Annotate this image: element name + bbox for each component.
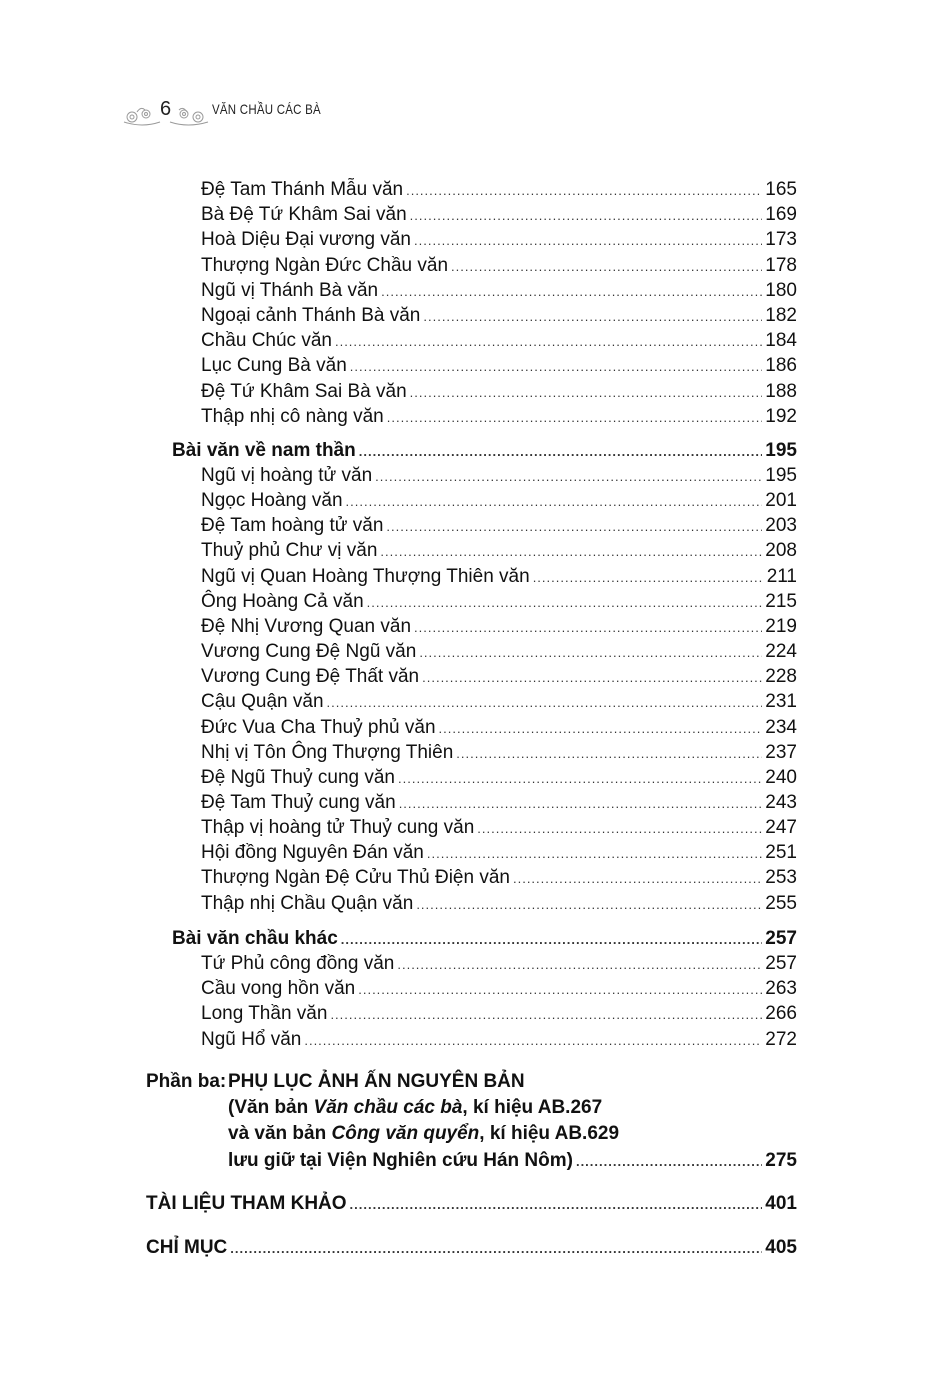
dot-leader	[399, 791, 763, 816]
toc-entry	[201, 514, 797, 539]
entry-page-number: 251	[765, 842, 797, 864]
entry-page-number: 234	[765, 716, 797, 738]
entry-page-number: 275	[765, 1150, 797, 1171]
dot-leader	[335, 329, 762, 354]
entry-page-number: 263	[765, 978, 797, 1000]
italic-title: Công văn quyển	[331, 1123, 480, 1144]
toc-section-heading	[172, 439, 797, 464]
entry-page-number: 173	[765, 229, 797, 251]
entry-title: Cậu Quận văn	[201, 691, 324, 713]
toc-entry	[201, 254, 797, 279]
dot-leader	[576, 1149, 762, 1174]
toc-index-entry	[146, 1236, 797, 1261]
entry-page-number: 247	[765, 817, 797, 839]
dot-leader	[350, 354, 763, 379]
dot-leader	[367, 590, 763, 615]
entry-page-number: 219	[765, 615, 797, 637]
text-segment: (Văn bản	[228, 1097, 314, 1118]
toc-entry	[201, 816, 797, 841]
entry-title: Ngoại cảnh Thánh Bà văn	[201, 305, 421, 326]
toc-entry	[201, 304, 797, 329]
toc-entry	[201, 952, 797, 977]
part-description-line	[228, 1096, 602, 1120]
entry-page-number: 186	[765, 355, 797, 377]
dot-leader	[346, 489, 763, 514]
entry-title: Ngũ vị Quan Hoàng Thượng Thiên văn	[201, 565, 530, 587]
dot-leader	[380, 539, 762, 564]
dot-leader	[375, 464, 762, 489]
toc-entry	[201, 279, 797, 304]
dot-leader	[414, 615, 762, 640]
dot-leader	[386, 514, 762, 539]
dot-leader	[451, 254, 762, 279]
toc-entry	[201, 766, 797, 791]
entry-page-number: 272	[765, 1028, 797, 1050]
toc-entry	[201, 640, 797, 665]
dot-leader	[398, 766, 762, 791]
part-label	[146, 1070, 226, 1094]
toc-entry	[201, 977, 797, 1002]
toc-entry	[201, 405, 797, 430]
dot-leader	[406, 178, 762, 203]
toc-entry	[201, 590, 797, 615]
dot-leader	[419, 640, 762, 665]
dot-leader	[422, 665, 762, 690]
entry-page-number: 192	[765, 405, 797, 427]
toc-entry	[201, 354, 797, 379]
toc-entry	[201, 380, 797, 405]
entry-title: Đệ Ngũ Thuỷ cung văn	[201, 766, 395, 788]
entry-page-number: 243	[765, 791, 797, 813]
page-number: 6	[160, 98, 172, 120]
entry-title: Hội đồng Nguyên Đán văn	[201, 842, 424, 864]
toc-section-heading	[172, 927, 797, 952]
entry-page-number: 405	[765, 1237, 797, 1258]
text-segment: Phần ba:	[146, 1071, 227, 1092]
entry-title: lưu giữ tại Viện Nghiên cứu Hán Nôm)	[228, 1150, 573, 1171]
entry-title: Cầu vong hồn văn	[201, 978, 356, 1000]
entry-title: Bài văn chầu khác	[172, 928, 338, 949]
entry-page-number: 255	[765, 892, 797, 914]
entry-page-number: 208	[765, 540, 797, 562]
entry-page-number: 215	[765, 590, 797, 612]
dot-leader	[341, 927, 763, 952]
entry-page-number: 257	[765, 928, 797, 949]
entry-title: Đệ Tam Thánh Mẫu văn	[201, 179, 404, 200]
entry-page-number: 401	[765, 1193, 797, 1214]
dot-leader	[439, 716, 763, 741]
dot-leader	[359, 439, 763, 464]
dot-leader	[410, 203, 763, 228]
entry-title: Thượng Ngàn Đức Chầu văn	[201, 254, 449, 276]
entry-title: Ngũ vị hoàng tử văn	[201, 465, 373, 486]
entry-page-number: 231	[765, 691, 797, 713]
toc-entry	[201, 565, 797, 590]
entry-page-number: 240	[765, 766, 797, 788]
dot-leader	[397, 952, 762, 977]
toc-entry	[201, 178, 797, 203]
dot-leader	[304, 1028, 762, 1053]
dot-leader	[327, 690, 763, 715]
dot-leader	[513, 866, 762, 891]
toc-entry	[201, 665, 797, 690]
entry-page-number: 224	[765, 641, 797, 663]
toc-entry	[201, 690, 797, 715]
entry-page-number: 180	[765, 279, 797, 301]
part-description-line	[228, 1122, 619, 1146]
dot-leader	[427, 841, 762, 866]
entry-page-number: 257	[765, 953, 797, 974]
entry-page-number: 253	[765, 867, 797, 889]
entry-title: Vương Cung Đệ Ngũ văn	[201, 641, 417, 663]
toc-entry	[201, 741, 797, 766]
entry-title: Đệ Tứ Khâm Sai Bà văn	[201, 380, 407, 402]
toc-entry	[201, 791, 797, 816]
dot-leader	[477, 816, 762, 841]
entry-title: Thập vị hoàng tử Thuỷ cung văn	[201, 817, 475, 839]
italic-title: Văn chầu các bà	[313, 1097, 463, 1118]
toc-entry	[201, 615, 797, 640]
toc-entry	[201, 489, 797, 514]
toc-entry	[201, 228, 797, 253]
toc-entry	[201, 866, 797, 891]
entry-page-number: 182	[765, 305, 797, 326]
entry-page-number: 228	[765, 666, 797, 688]
entry-title: Lục Cung Bà văn	[201, 355, 347, 377]
entry-title: Hoà Diệu Đại vương văn	[201, 229, 412, 251]
entry-page-number: 203	[765, 515, 797, 537]
running-title: VĂN CHẦU CÁC BÀ	[212, 101, 321, 117]
dot-leader	[330, 1002, 762, 1027]
part-heading	[228, 1070, 525, 1094]
toc-entry	[201, 329, 797, 354]
text-segment: , kí hiệu AB.629	[479, 1123, 620, 1144]
entry-title: Ngọc Hoàng văn	[201, 490, 343, 512]
page-header	[0, 0, 940, 140]
entry-title: Đệ Nhị Vương Quan văn	[201, 615, 412, 637]
entry-title: Thượng Ngàn Đệ Cửu Thủ Điện văn	[201, 867, 510, 889]
dot-leader	[350, 1192, 763, 1217]
entry-page-number: 188	[765, 380, 797, 402]
toc-entry	[201, 1002, 797, 1027]
toc-references-entry	[146, 1192, 797, 1217]
text-segment: và văn bản	[228, 1123, 332, 1144]
entry-page-number: 211	[766, 565, 797, 587]
entry-title: Vương Cung Đệ Thất văn	[201, 666, 420, 688]
entry-title: CHỈ MỤC	[146, 1237, 228, 1258]
entry-page-number: 266	[765, 1003, 797, 1025]
toc-entry	[201, 716, 797, 741]
entry-title: Ngũ vị Thánh Bà văn	[201, 279, 379, 301]
dot-leader	[387, 405, 763, 430]
part-description-line	[228, 1149, 797, 1174]
dot-leader	[456, 741, 762, 766]
toc-entry	[201, 539, 797, 564]
dot-leader	[358, 977, 762, 1002]
entry-title: Ông Hoàng Cả văn	[201, 590, 364, 612]
entry-title: Bài văn về nam thần	[172, 440, 356, 461]
dot-leader	[416, 892, 762, 917]
toc-entry	[201, 464, 797, 489]
dot-leader	[381, 279, 762, 304]
entry-title: Thập nhị Chầu Quận văn	[201, 892, 414, 914]
toc-entry	[201, 203, 797, 228]
entry-title: Nhị vị Tôn Ông Thượng Thiên	[201, 741, 454, 763]
entry-page-number: 165	[765, 179, 797, 200]
dot-leader	[230, 1236, 762, 1261]
entry-title: Đức Vua Cha Thuỷ phủ văn	[201, 716, 436, 738]
dot-leader	[533, 565, 764, 590]
toc-entry	[201, 892, 797, 917]
entry-title: Thuỷ phủ Chư vị văn	[201, 540, 378, 562]
entry-title: Chầu Chúc văn	[201, 330, 332, 352]
entry-title: Ngũ Hổ văn	[201, 1028, 302, 1050]
entry-page-number: 201	[765, 490, 797, 512]
toc-entry	[201, 841, 797, 866]
entry-title: Tứ Phủ công đồng văn	[201, 953, 395, 974]
entry-title: TÀI LIỆU THAM KHẢO	[146, 1193, 347, 1214]
entry-title: Thập nhị cô nàng văn	[201, 405, 384, 427]
dot-leader	[410, 380, 763, 405]
entry-page-number: 195	[765, 440, 797, 461]
entry-page-number: 237	[765, 741, 797, 763]
entry-title: Long Thần văn	[201, 1003, 328, 1025]
dot-leader	[414, 228, 762, 253]
entry-page-number: 178	[765, 254, 797, 276]
entry-title: Đệ Tam Thuỷ cung văn	[201, 791, 396, 813]
entry-page-number: 195	[765, 465, 797, 486]
dot-leader	[423, 304, 762, 329]
text-segment: , kí hiệu AB.267	[462, 1097, 603, 1118]
entry-page-number: 184	[765, 330, 797, 352]
toc-entry	[201, 1028, 797, 1053]
entry-title: Đệ Tam hoàng tử văn	[201, 515, 384, 537]
entry-page-number: 169	[765, 204, 797, 226]
text-segment: PHỤ LỤC ẢNH ẤN NGUYÊN BẢN	[228, 1071, 525, 1092]
entry-title: Bà Đệ Tứ Khâm Sai văn	[201, 204, 407, 226]
